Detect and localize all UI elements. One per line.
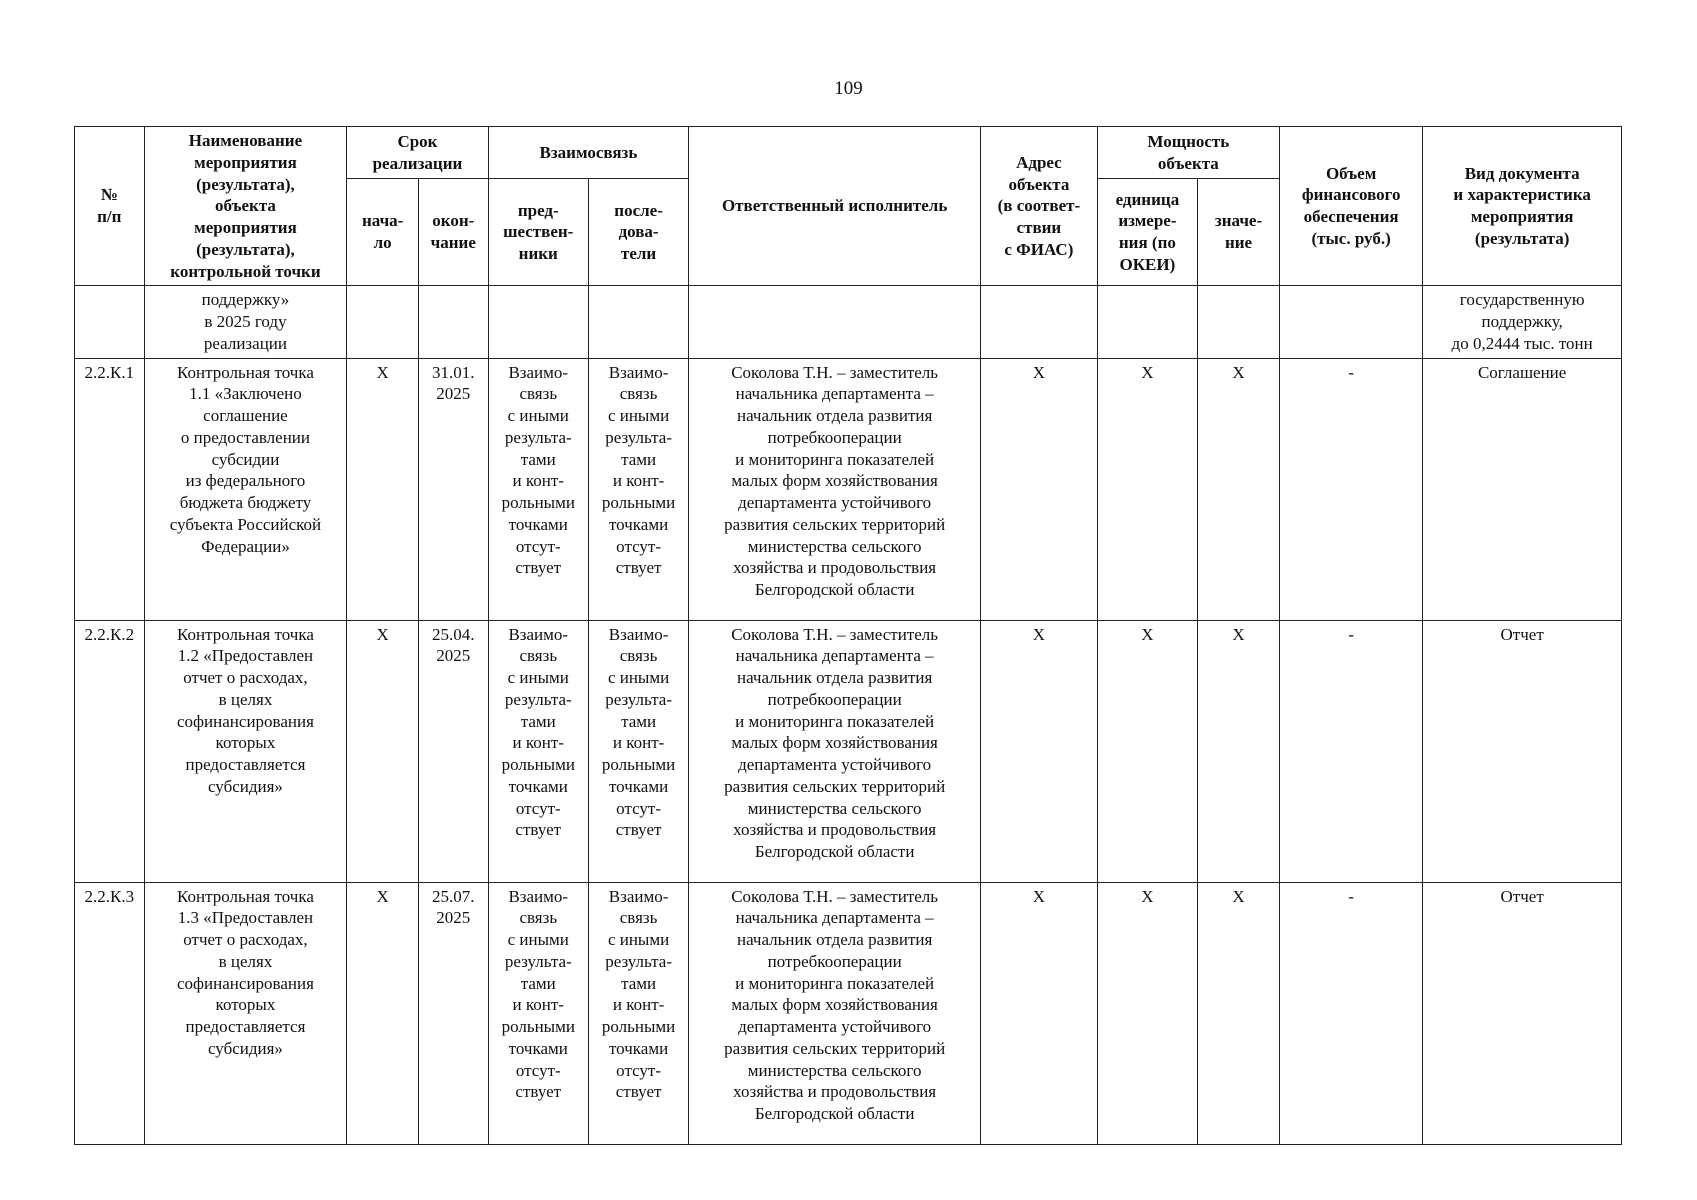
- header-rel-prev: пред- шествен- ники: [488, 179, 588, 286]
- header-term-end: окон- чание: [418, 179, 488, 286]
- row-end: 25.07. 2025: [418, 882, 488, 1144]
- header-capacity: Мощность объекта: [1097, 127, 1279, 179]
- row-num: 2.2.К.1: [75, 358, 145, 620]
- row-address: X: [981, 358, 1098, 620]
- row-next: Взаимо- связь с иными результа- тами и конт- рольными точками отсут- ствует: [588, 882, 688, 1144]
- cont-end: [418, 286, 488, 358]
- row-next: Взаимо- связь с иными результа- тами и конт- рольными точками отсут- ствует: [588, 620, 688, 882]
- header-name: Наименование мероприятия (результата), объекта мероприятия (результата), контрольной точки: [144, 127, 347, 286]
- header-cap-value: значе- ние: [1198, 179, 1280, 286]
- row-unit: X: [1097, 358, 1197, 620]
- plan-table: [74, 126, 1622, 1145]
- row-doc: Отчет: [1423, 620, 1622, 882]
- row-doc: Отчет: [1423, 882, 1622, 1144]
- row-unit: X: [1097, 620, 1197, 882]
- header-relation: Взаимосвязь: [488, 127, 689, 179]
- row-responsible: Соколова Т.Н. – заместитель начальника департамента – начальник отдела развития потребкооперации и мониторинга показателей малых форм хозяйствования департамента устойчивого развития сельских территорий министерства сельского хозяйства и продовольствия Белгородской области: [689, 358, 981, 620]
- row-end: 31.01. 2025: [418, 358, 488, 620]
- row-value: X: [1198, 358, 1280, 620]
- row-start: X: [347, 358, 419, 620]
- row-value: X: [1198, 620, 1280, 882]
- cont-finance: [1279, 286, 1422, 358]
- row-prev: Взаимо- связь с иными результа- тами и конт- рольными точками отсут- ствует: [488, 882, 588, 1144]
- table-row: [75, 882, 1622, 1144]
- cont-start: [347, 286, 419, 358]
- cont-prev: [488, 286, 588, 358]
- row-start: X: [347, 620, 419, 882]
- header-term: Срок реализации: [347, 127, 488, 179]
- table-row: [75, 620, 1622, 882]
- header-finance: Объем финансового обеспечения (тыс. руб.): [1279, 127, 1422, 286]
- header-term-start: нача- ло: [347, 179, 419, 286]
- cont-unit: [1097, 286, 1197, 358]
- row-finance: -: [1279, 882, 1422, 1144]
- row-value: X: [1198, 882, 1280, 1144]
- cont-next: [588, 286, 688, 358]
- table-row: [75, 358, 1622, 620]
- cont-address: [981, 286, 1098, 358]
- header-rel-next: после- дова- тели: [588, 179, 688, 286]
- row-address: X: [981, 882, 1098, 1144]
- row-num: 2.2.К.2: [75, 620, 145, 882]
- page-number: 109: [834, 78, 863, 99]
- cont-responsible: [689, 286, 981, 358]
- row-end: 25.04. 2025: [418, 620, 488, 882]
- cont-doc: государственную поддержку, до 0,2444 тыс. тонн: [1423, 286, 1622, 358]
- row-start: X: [347, 882, 419, 1144]
- row-name: Контрольная точка 1.2 «Предоставлен отчет о расходах, в целях софинансирования которых предоставляется субсидия»: [144, 620, 347, 882]
- row-responsible: Соколова Т.Н. – заместитель начальника департамента – начальник отдела развития потребкооперации и мониторинга показателей малых форм хозяйствования департамента устойчивого развития сельских территорий министерства сельского хозяйства и продовольствия Белгородской области: [689, 620, 981, 882]
- header-responsible: Ответственный исполнитель: [689, 127, 981, 286]
- cont-value: [1198, 286, 1280, 358]
- row-finance: -: [1279, 358, 1422, 620]
- header-row-1: [75, 127, 1622, 179]
- row-name: Контрольная точка 1.1 «Заключено соглашение о предоставлении субсидии из федерального бюджета бюджету субъекта Российской Федерации»: [144, 358, 347, 620]
- header-num: № п/п: [75, 127, 145, 286]
- continuation-row: [75, 286, 1622, 358]
- row-unit: X: [1097, 882, 1197, 1144]
- row-finance: -: [1279, 620, 1422, 882]
- cont-num: [75, 286, 145, 358]
- row-doc: Соглашение: [1423, 358, 1622, 620]
- row-num: 2.2.К.3: [75, 882, 145, 1144]
- row-responsible: Соколова Т.Н. – заместитель начальника департамента – начальник отдела развития потребкооперации и мониторинга показателей малых форм хозяйствования департамента устойчивого развития сельских территорий министерства сельского хозяйства и продовольствия Белгородской области: [689, 882, 981, 1144]
- row-next: Взаимо- связь с иными результа- тами и конт- рольными точками отсут- ствует: [588, 358, 688, 620]
- row-address: X: [981, 620, 1098, 882]
- header-cap-unit: единица измере- ния (по ОКЕИ): [1097, 179, 1197, 286]
- row-prev: Взаимо- связь с иными результа- тами и конт- рольными точками отсут- ствует: [488, 620, 588, 882]
- header-doc: Вид документа и характеристика мероприятия (результата): [1423, 127, 1622, 286]
- header-address: Адрес объекта (в соответ- ствии с ФИАС): [981, 127, 1098, 286]
- row-name: Контрольная точка 1.3 «Предоставлен отчет о расходах, в целях софинансирования которых предоставляется субсидия»: [144, 882, 347, 1144]
- row-prev: Взаимо- связь с иными результа- тами и конт- рольными точками отсут- ствует: [488, 358, 588, 620]
- cont-name: поддержку» в 2025 году реализации: [144, 286, 347, 358]
